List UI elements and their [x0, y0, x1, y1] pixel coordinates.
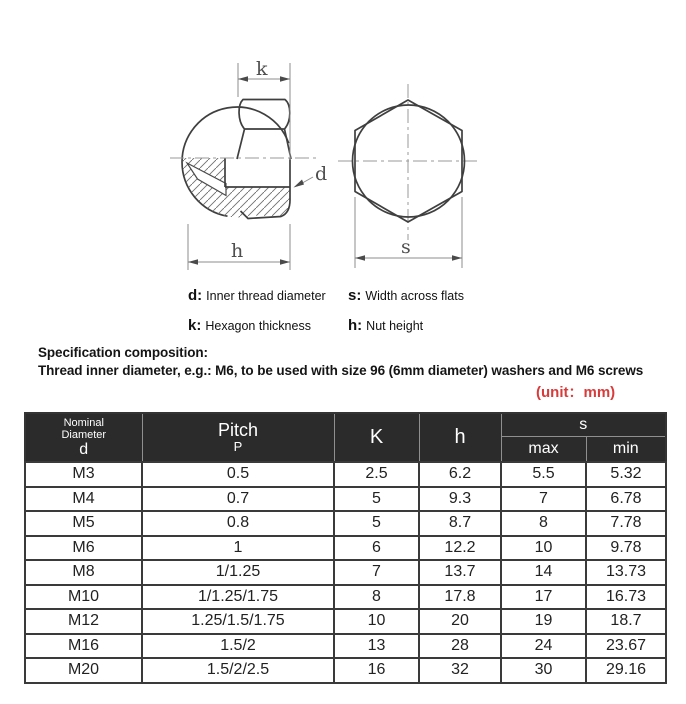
table-row	[25, 658, 666, 683]
header-symbol-p: P	[233, 439, 243, 454]
cell-k: 16	[334, 658, 419, 683]
cell-d: M12	[25, 609, 142, 634]
specification-note	[38, 344, 643, 379]
dimension-k	[238, 58, 290, 160]
side-view	[170, 58, 327, 270]
cell-smin: 18.7	[586, 609, 666, 634]
cell-h: 13.7	[419, 560, 501, 585]
cell-k: 13	[334, 634, 419, 659]
cell-k: 5	[334, 511, 419, 536]
cell-smax: 10	[501, 536, 586, 561]
cell-d: M8	[25, 560, 142, 585]
cell-k: 2.5	[334, 462, 419, 487]
front-view	[338, 84, 478, 268]
cell-d: M4	[25, 487, 142, 512]
cell-smin: 16.73	[586, 585, 666, 610]
dim-label-d: d	[315, 163, 328, 185]
dimension-table	[24, 412, 667, 684]
cell-k: 10	[334, 609, 419, 634]
cell-h: 12.2	[419, 536, 501, 561]
cell-smax: 8	[501, 511, 586, 536]
legend-text-d: Inner thread diameter	[206, 289, 326, 303]
header-nominal-line2: Diameter	[61, 429, 107, 441]
cell-h: 20	[419, 609, 501, 634]
cell-k: 7	[334, 560, 419, 585]
dimension-d	[294, 163, 328, 188]
header-pitch-label: Pitch	[217, 420, 259, 440]
cell-h: 17.8	[419, 585, 501, 610]
cell-h: 32	[419, 658, 501, 683]
table-row	[25, 536, 666, 561]
cell-d: M10	[25, 585, 142, 610]
cell-h: 28	[419, 634, 501, 659]
legend-text-s: Width across flats	[365, 289, 464, 303]
cell-p: 0.7	[142, 487, 334, 512]
cell-smin: 6.78	[586, 487, 666, 512]
dimension-s	[355, 197, 462, 268]
legend-item-k	[188, 317, 348, 334]
cell-smin: 9.78	[586, 536, 666, 561]
cell-d: M20	[25, 658, 142, 683]
cell-smin: 5.32	[586, 462, 666, 487]
table-row	[25, 487, 666, 512]
legend-item-s	[348, 287, 464, 304]
legend-symbol-d: d:	[188, 287, 203, 304]
cap-nut-drawing	[0, 0, 686, 290]
cell-p: 1.5/2/2.5	[142, 658, 334, 683]
dim-label-h: h	[231, 240, 244, 262]
cell-smin: 23.67	[586, 634, 666, 659]
cell-h: 8.7	[419, 511, 501, 536]
cell-d: M5	[25, 511, 142, 536]
header-h: h	[419, 413, 501, 462]
cell-smax: 14	[501, 560, 586, 585]
legend-symbol-h: h:	[348, 317, 363, 334]
table-row	[25, 585, 666, 610]
table-header	[25, 413, 666, 462]
cell-k: 5	[334, 487, 419, 512]
table-row	[25, 609, 666, 634]
header-k: K	[334, 413, 419, 462]
table-body	[25, 462, 666, 683]
header-symbol-d: d	[79, 441, 89, 458]
legend-item-d	[188, 287, 348, 304]
cell-p: 1/1.25	[142, 560, 334, 585]
specification-body: Thread inner diameter, e.g.: M6, to be used with size 96 (6mm diameter) washers and M6 screws	[38, 362, 644, 378]
legend-item-h	[348, 317, 423, 334]
cell-p: 1/1.25/1.75	[142, 585, 334, 610]
legend-text-h: Nut height	[366, 319, 424, 333]
header-nominal-diameter	[25, 413, 142, 462]
unit-note: (unit：mm)	[536, 384, 616, 401]
cell-d: M3	[25, 462, 142, 487]
cell-smax: 24	[501, 634, 586, 659]
dim-label-k: k	[256, 58, 268, 80]
table-row	[25, 462, 666, 487]
table-row	[25, 634, 666, 659]
cell-p: 1	[142, 536, 334, 561]
specification-title: Specification composition:	[38, 345, 208, 360]
cell-smax: 30	[501, 658, 586, 683]
header-s-max: max	[501, 437, 586, 463]
dimension-h	[188, 224, 290, 270]
header-s-min: min	[586, 437, 666, 463]
cell-smin: 7.78	[586, 511, 666, 536]
cell-smax: 19	[501, 609, 586, 634]
cell-smax: 17	[501, 585, 586, 610]
cell-h: 9.3	[419, 487, 501, 512]
cell-smax: 7	[501, 487, 586, 512]
cell-smin: 13.73	[586, 560, 666, 585]
header-pitch	[142, 413, 334, 462]
legend-symbol-s: s:	[348, 287, 362, 304]
table-row	[25, 560, 666, 585]
cell-d: M16	[25, 634, 142, 659]
dimension-legend	[188, 287, 518, 347]
legend-symbol-k: k:	[188, 317, 202, 334]
dim-label-s: s	[401, 236, 411, 258]
cell-p: 0.5	[142, 462, 334, 487]
cell-h: 6.2	[419, 462, 501, 487]
cell-p: 0.8	[142, 511, 334, 536]
header-nominal-line1: Nominal	[63, 417, 104, 429]
cell-p: 1.5/2	[142, 634, 334, 659]
header-s: s	[501, 413, 666, 437]
cell-k: 6	[334, 536, 419, 561]
table-row	[25, 511, 666, 536]
cell-smax: 5.5	[501, 462, 586, 487]
cell-smin: 29.16	[586, 658, 666, 683]
cell-p: 1.25/1.5/1.75	[142, 609, 334, 634]
cell-d: M6	[25, 536, 142, 561]
legend-text-k: Hexagon thickness	[205, 319, 311, 333]
cell-k: 8	[334, 585, 419, 610]
